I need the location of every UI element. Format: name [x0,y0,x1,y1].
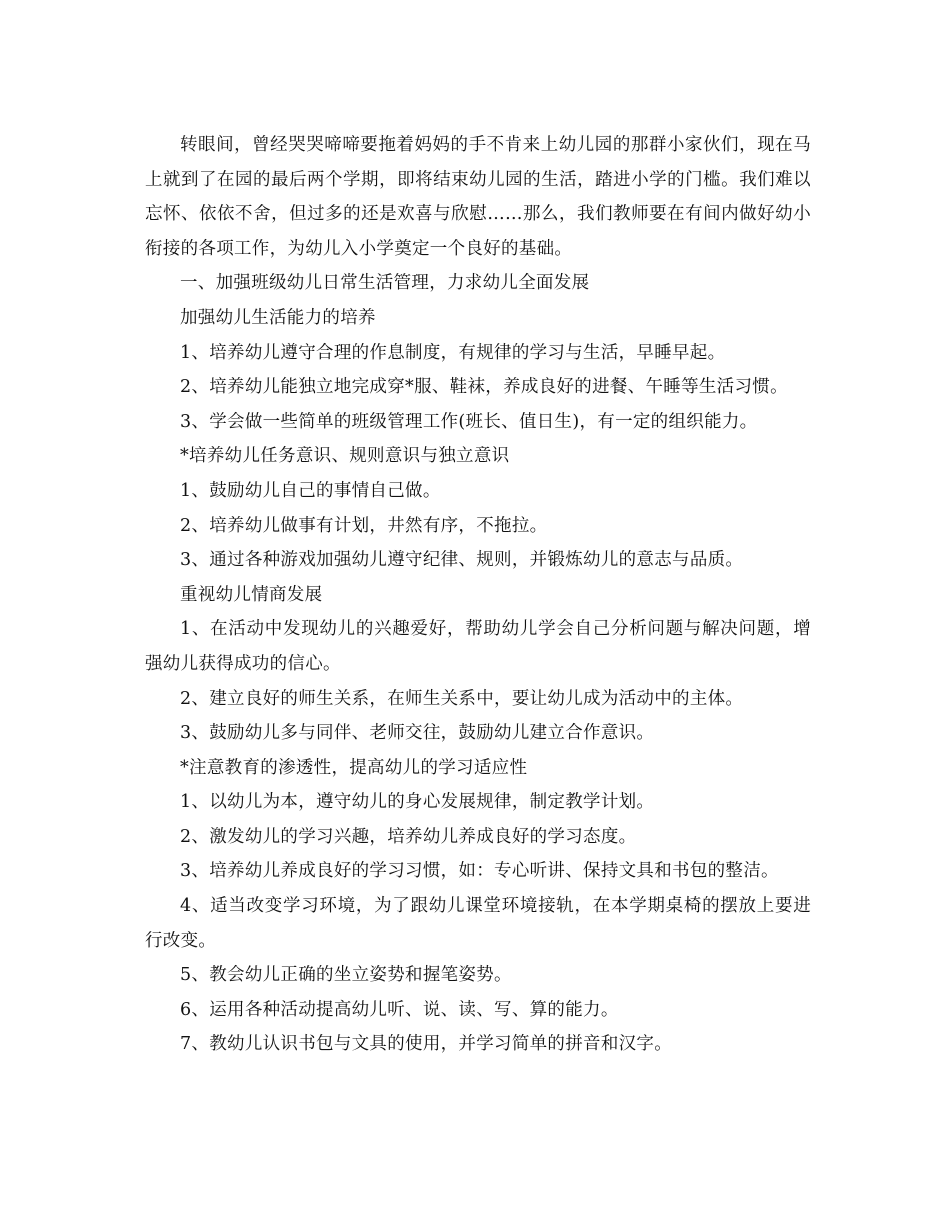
list-item: 1、鼓励幼儿自己的事情自己做。 [180,480,441,501]
list-item: 3、鼓励幼儿多与同伴、老师交往，鼓励幼儿建立合作意识。 [180,723,655,744]
subheading-learning: *注意教育的渗透性，提高幼儿的学习适应性 [180,757,528,778]
list-item: 7、教幼儿认识书包与文具的使用，并学习简单的拼音和汉字。 [180,1034,673,1055]
list-item: 2、建立良好的师生关系，在师生关系中，要让幼儿成为活动中的主体。 [180,688,744,709]
list-item: 2、培养幼儿能独立地完成穿*服、鞋袜，养成良好的进餐、午睡等生活习惯。 [180,377,788,398]
intro-paragraph: 转眼间，曾经哭哭啼啼要拖着妈妈的手不肯来上幼儿园的那群小家伙们，现在马上就到了在园的最后两个学期，即将结束幼儿园的生活，踏进小学的门槛。我们难以忘怀、依依不舍，但过多的还是欢喜与欣慰……那么，我们教师要在有间内做好幼小衔接的各项工作，为幼儿入小学奠定一个良好的基础。 [145,135,811,259]
subheading-awareness: *培养幼儿任务意识、规则意识与独立意识 [180,446,510,467]
list-item: 3、通过各种游戏加强幼儿遵守纪律、规则，并锻炼幼儿的意志与品质。 [180,550,744,571]
list-item: 3、学会做一些简单的班级管理工作(班长、值日生)，有一定的组织能力。 [180,411,758,432]
list-item: 5、教会幼儿正确的坐立姿势和握笔姿势。 [180,965,512,986]
list-item: 1、以幼儿为本，遵守幼儿的身心发展规律，制定教学计划。 [180,792,655,813]
list-item: 6、运用各种活动提高幼儿听、说、读、写、算的能力。 [180,999,619,1020]
list-item: 3、培养幼儿养成良好的学习习惯，如：专心听讲、保持文具和书包的整洁。 [180,861,779,882]
list-item: 2、培养幼儿做事有计划，井然有序，不拖拉。 [180,515,548,536]
subheading-eq: 重视幼儿情商发展 [180,584,323,605]
list-item: 2、激发幼儿的学习兴趣，培养幼儿养成良好的学习态度。 [180,826,637,847]
list-item: 1、在活动中发现幼儿的兴趣爱好，帮助幼儿学会自己分析问题与解决问题，增强幼儿获得成功的信心。 [145,619,811,674]
list-item: 4、适当改变学习环境，为了跟幼儿课堂环境接轨，在本学期桌椅的摆放上要进行改变。 [145,896,811,951]
document-body [145,128,811,1062]
subheading-life-skills: 加强幼儿生活能力的培养 [180,307,376,328]
list-item: 1、培养幼儿遵守合理的作息制度，有规律的学习与生活，早睡早起。 [180,342,726,363]
section-heading-1: 一、加强班级幼儿日常生活管理，力求幼儿全面发展 [180,273,590,294]
